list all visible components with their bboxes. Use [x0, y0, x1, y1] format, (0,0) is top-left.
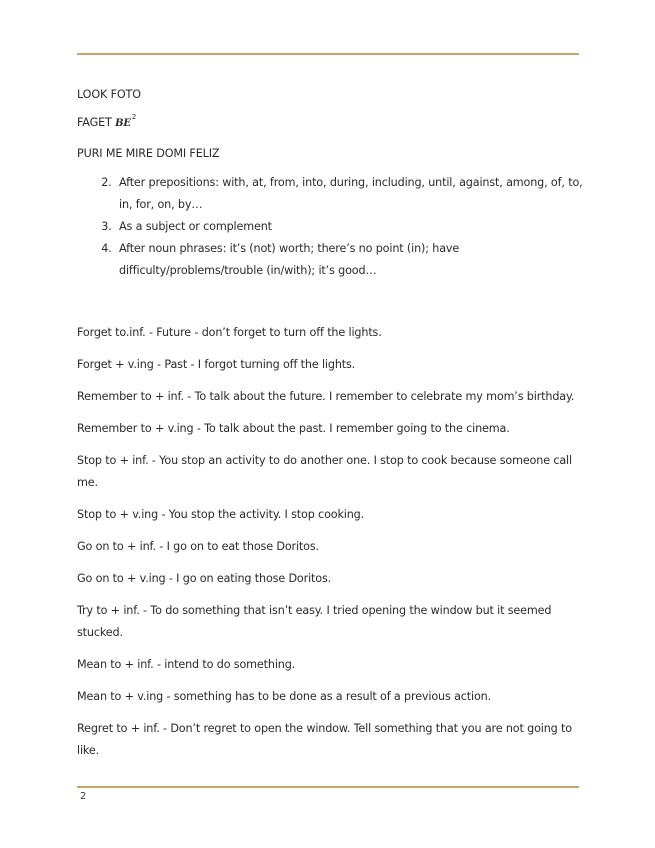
footer-rule: [77, 786, 579, 788]
rule-paragraph: Regret to + inf. - Don’t regret to open the window. Tell something that you are not going to like.: [77, 722, 572, 758]
heading-faget: [77, 110, 587, 131]
formula-base: BE: [115, 118, 131, 129]
rule-paragraph: Stop to + v.ing - You stop the activity. I stop cooking.: [77, 508, 365, 522]
rule-paragraph: Remember to + inf. - To talk about the future. I remember to celebrate my mom’s birthday.: [77, 390, 575, 404]
rule-paragraph: Stop to + inf. - You stop an activity to do another one. I stop to cook because someone call me.: [77, 454, 572, 490]
rule-paragraph: Forget to.inf. - Future - don’t forget to turn off the lights.: [77, 326, 382, 340]
list-item: 3. As a subject or complement: [115, 216, 587, 238]
rule-paragraph: Mean to + inf. - intend to do something.: [77, 658, 296, 672]
rule-paragraph: Go on to + v.ing - I go on eating those Doritos.: [77, 572, 332, 586]
list-item: 4. After noun phrases: it’s (not) worth; there’s no point (in); have difficulty/problems/trouble (in/with); it’s good…: [115, 238, 587, 282]
list-item: 2. After prepositions: with, at, from, into, during, including, until, against, among, of, to, in, for, on, by…: [115, 172, 587, 216]
rule-paragraph: Mean to + v.ing - something has to be done as a result of a previous action.: [77, 690, 492, 704]
rule-paragraph: Forget + v.ing - Past - I forgot turning off the lights.: [77, 358, 356, 372]
verb-rules: [77, 322, 587, 762]
rule-paragraph: Go on to + inf. - I go on to eat those Doritos.: [77, 540, 319, 554]
rule-paragraph: Remember to + v.ing - To talk about the past. I remember going to the cinema.: [77, 422, 510, 436]
uses-list: [77, 172, 587, 282]
page-number: 2: [80, 791, 87, 802]
page-body: [77, 88, 587, 772]
header-rule: [77, 53, 579, 55]
formula-be-squared: [115, 113, 137, 129]
formula-exponent: 2: [131, 113, 137, 121]
rule-paragraph: Try to + inf. - To do something that isn’t easy. I tried opening the window but it seemed stucked.: [77, 604, 552, 640]
subheading: PURI ME MIRE DOMI FELIZ: [77, 147, 220, 160]
heading-faget-text: FAGET: [77, 116, 116, 129]
heading-look-foto: LOOK FOTO: [77, 88, 141, 101]
